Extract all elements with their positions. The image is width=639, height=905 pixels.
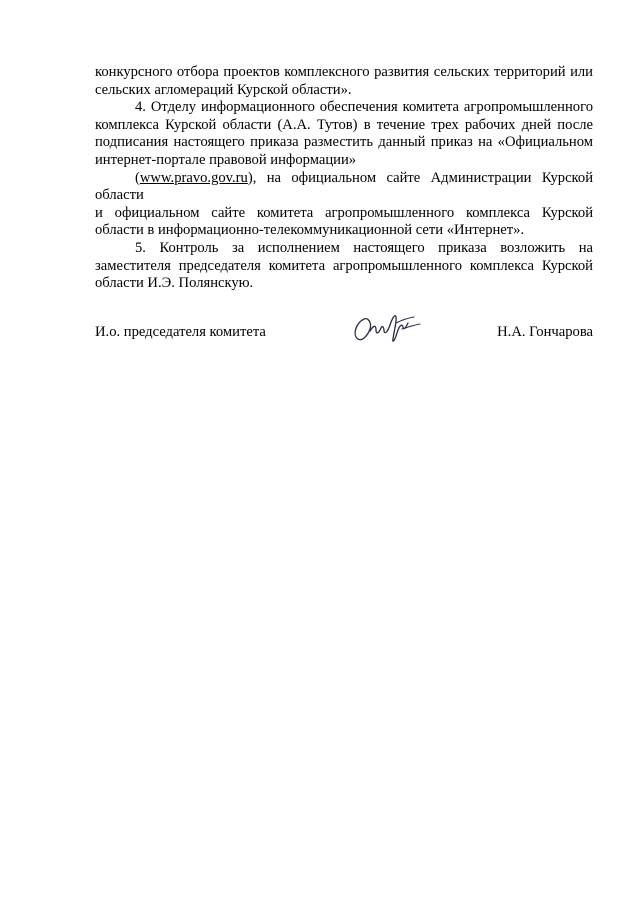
paragraph-continuation: конкурсного отбора проектов комплексного развития сельских территорий или сельских агломераций Курской области». [95,64,593,98]
paragraph-4-url-line [95,170,593,205]
paragraph-4-text-end: и официальном сайте комитета агропромышленного комплекса Курской области в информационно-телекоммуникационной сети «Интернет». [95,204,593,239]
paragraph-5: 5. Контроль за исполнением настоящего приказа возложить на заместителя председателя комитета агропромышленного комплекса Курской области И.Э. Полянскую. [95,239,593,292]
signature-block [95,324,593,344]
signatory-name: Н.А. Гончарова [497,324,593,340]
url-open-paren: ( [135,169,140,186]
paragraph-4-text: 4. Отделу информационного обеспечения комитета агропромышленного комплекса Курской области (А.А. Тутов) в течение трех рабочих дней после подписания настоящего приказа разместить данный приказ на «Официальном интернет-портале правовой информации» [95,99,593,168]
signatory-title: И.о. председателя комитета [95,324,266,340]
pravo-gov-link[interactable]: www.pravo.gov.ru [139,169,248,186]
handwritten-signature [348,305,423,347]
url-close-text: ), на официальном сайте Администрации Курской области [95,169,593,204]
document-body [95,64,593,293]
paragraph-4 [95,99,593,240]
